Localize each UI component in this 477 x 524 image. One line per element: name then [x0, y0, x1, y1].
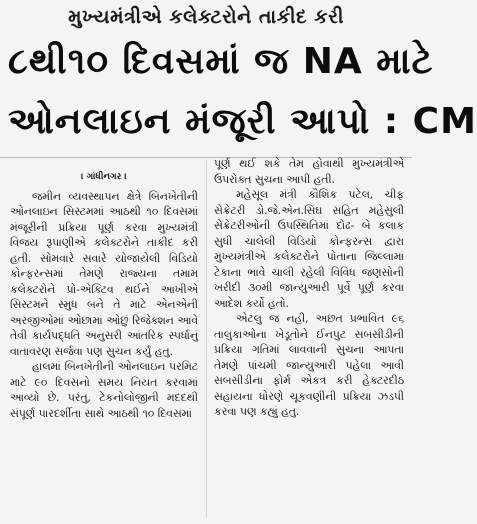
kicker-headline: મુખ્યમંત્રીએ કલેક્ટરોને તાકીદ કરી: [68, 6, 344, 28]
headline-line-1: ૮થી૧૦ દિવસમાં જ NA માટે: [8, 41, 434, 82]
paragraph: જમીન વ્યવસ્થાપન ક્ષેત્રે બિનખેતીની ઓનલાઇન સિસ્ટમમાં આઠથી ૧૦ દિવસમાં મંજૂરીની પ્રક્રિયા પૂર્ણ કરવા મુખ્યમંત્રી વિજય રૂપાણીએ કલેક્ટરોને તાકીદ કરી હતી. સોમવારે સવારે યોજાયેલી વિડિયો કોન્ફરન્સમાં તેમણે રાજ્યના તમામ કલેક્ટરોને પ્રો-એક્ટિવ થઈને આખીએ સિસ્ટમને સ્મુધ બને તે માટે એનએની અરજીઓમાં ઓછામાં ઓછું રિજેક્શન આવે તેવી કાર્યપદ્ધતિ અનુસરી આંતરિક સ્પર્ધાનું વાતાવરણ સર્જવા પણ સુચન કર્યું હતુ.: [10, 189, 198, 358]
paragraph: પૂર્ણ થઈ શકે તેમ હોવાથી મુખ્યમંત્રીએ ઉપરોક્ત સુચના આપી હતી.: [214, 157, 404, 186]
dateline: । ગાંધીનગર ।: [81, 172, 127, 182]
article-column-right: [214, 156, 404, 420]
paragraph: મહેસૂલ મંત્રી કૌશિક પટેલ, ચીફ સેક્રેટરી ડો.જે.એન.સિંઘ સહિત મહેસુલી સેક્રેટરીઓની ઉપસ્થિતિમાં દોઢ- બે કલાક સુધી ચાલેલી વિડિયો કોન્ફરન્સ દ્વારા મુખ્યમંત્રીએ કલેક્ટરોને પોતાના જિલ્લામાં ટેકાના ભાવે ચાલી રહેલી વિવિધ જણસોની ખરીદી ૩૦મી જાન્યુઆરી પૂર્વે પૂર્ણ કરવા આદેશ કર્યો હતો.: [214, 188, 404, 310]
headline-line-2: ઓનલાઇન મંજૂરી આપો : CM: [8, 101, 477, 142]
paragraph: હાલમાં બિનખેતીની ઓનલાઇન પરમિટ માટે ૯૦ દિવસનો સમય નિયત કરવામાં આવ્યો છે. પરંતુ, ટેકનોલોજીની મદદથી સંપૂર્ણ પારદર્શીતા સાથે આઠથી ૧૦ દિવસમાં: [10, 360, 198, 420]
column-divider: [206, 160, 207, 518]
article-column-left: [10, 170, 198, 421]
paragraph: એટલુ જ નહી, અછત પ્રભાવિત ૯૬ તાલુકાઓના ખેડૂતોને ઈનપુટ સબસીડીની પ્રક્રિયા ગતિમાં લાવવાની સુચના આપતા તેમણે પાંચમી જાન્યુઆરી પહેલા આવી સબસીડીના ફોર્મ એકત્ર કરી હેક્ટરદીઠ સહાયના ધોરણે ચૂકવણીની પ્રક્રિયા ઝડપી કરવા પણ કહ્યું હતુ.: [214, 312, 404, 418]
